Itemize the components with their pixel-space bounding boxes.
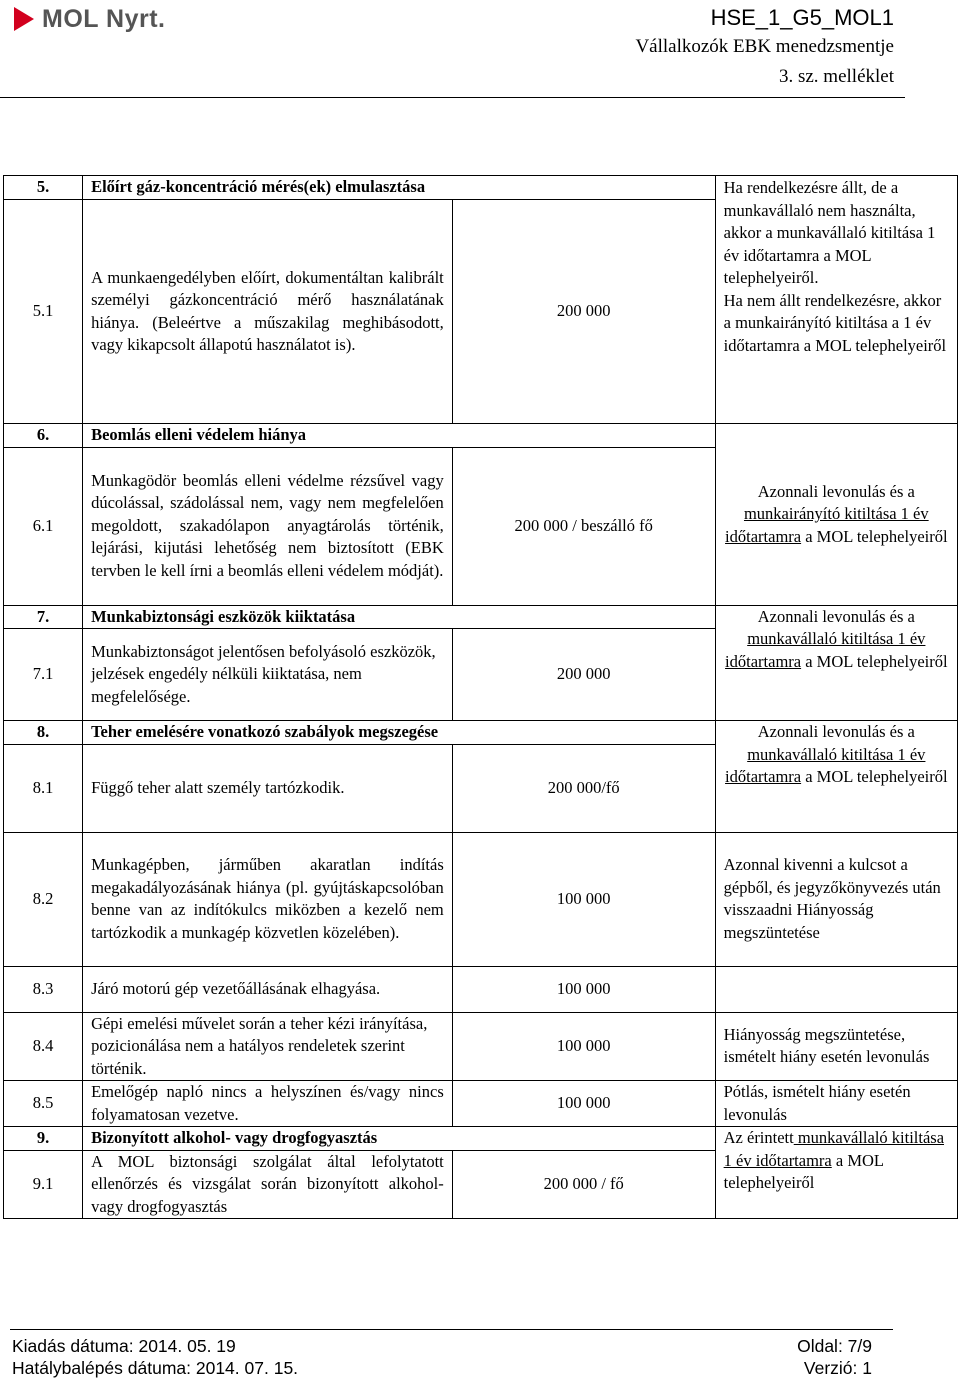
doc-title: Vállalkozók EBK menedzsmentje — [635, 36, 894, 57]
item-number: 5.1 — [4, 200, 83, 424]
section-number: 5. — [4, 176, 83, 200]
logo-text: MOL Nyrt. — [42, 4, 166, 33]
table-row — [4, 1012, 958, 1081]
sanctions-table — [3, 175, 958, 1219]
section-number: 7. — [4, 605, 83, 629]
table-row — [4, 966, 958, 1012]
item-fine: 200 000 — [452, 629, 715, 721]
item-description: Munkagépben, járműben akaratlan indítás megakadályozásának hiánya (pl. gyújtáskapcsolóban benne van az indítókulcs miközben a kezelő nem tartózkodik a munkagép közvetlen közelében). — [83, 832, 453, 966]
section-number: 9. — [4, 1127, 83, 1151]
issue-date: Kiadás dátuma: 2014. 05. 19 — [12, 1336, 236, 1356]
section-title: Teher emelésére vonatkozó szabályok megszegése — [83, 721, 716, 745]
section-title: Bizonyított alkohol- vagy drogfogyasztás — [83, 1127, 716, 1151]
section-title: Beomlás elleni védelem hiánya — [83, 424, 716, 448]
consequence-cell: Pótlás, ismételt hiány esetén levonulás — [715, 1081, 957, 1127]
footer-divider — [10, 1329, 893, 1330]
item-description: Munkagödör beomlás elleni védelme rézsűvel vagy dúcolással, szádolással nem, vagy nem megfelelően megoldott, szakadólapon anyagtárolás történik, lejárási, kijutási lehetőség nem biztosított (EBK tervben le kell írni a beomlás elleni védelem módját). — [83, 447, 453, 605]
footer-line-1 — [12, 1335, 872, 1357]
consequence-text: a MOL telephelyeiről — [801, 651, 948, 671]
item-number: 7.1 — [4, 629, 83, 721]
item-fine: 100 000 — [452, 832, 715, 966]
consequence-cell — [715, 721, 957, 833]
consequence-text: Az érintett — [723, 1128, 794, 1147]
section-header-row — [4, 1127, 958, 1151]
item-number: 8.4 — [4, 1012, 83, 1081]
item-number: 8.2 — [4, 832, 83, 966]
header-info — [635, 4, 894, 92]
consequence-cell — [715, 1127, 957, 1219]
item-fine: 100 000 — [452, 966, 715, 1012]
section-title: Munkabiztonsági eszközök kiiktatása — [83, 605, 716, 629]
item-description: A MOL biztonsági szolgálat által lefolytatott ellenőrzés és vizsgálat során bizonyított alkohol- vagy drogfogyasztás — [83, 1150, 453, 1219]
mol-logo — [14, 4, 166, 34]
consequence-text: Azonnali levonulás és a — [757, 722, 915, 741]
header-divider — [0, 97, 905, 98]
item-number: 8.1 — [4, 744, 83, 832]
consequence-cell — [715, 605, 957, 721]
item-number: 9.1 — [4, 1150, 83, 1219]
section-header-row — [4, 176, 958, 200]
section-number: 8. — [4, 721, 83, 745]
consequence-cell: Hiányosság megszüntetése, ismételt hiány esetén levonulás — [715, 1012, 957, 1081]
item-number: 6.1 — [4, 447, 83, 605]
item-description: Függő teher alatt személy tartózkodik. — [83, 744, 453, 832]
item-number: 8.5 — [4, 1081, 83, 1127]
page-number: Oldal: 7/9 — [797, 1336, 872, 1356]
consequence-text: Ha rendelkezésre állt, de a munkavállaló nem használta, akkor a munkavállaló kitiltása 1 év időtartamra a MOL telephelyeiről. — [723, 178, 936, 287]
consequence-underlined: munkavállaló kitiltása 1 év időtartamra — [725, 629, 926, 671]
footer-line-2 — [12, 1357, 872, 1379]
consequence-cell — [715, 966, 957, 1012]
item-fine: 100 000 — [452, 1081, 715, 1127]
consequence-underlined: munkavállaló kitiltása 1 év időtartamra — [725, 744, 926, 786]
consequence-text: a MOL telephelyeiről — [801, 767, 948, 786]
section-title: Előírt gáz-koncentráció mérés(ek) elmulasztása — [83, 176, 716, 200]
consequence-text: a MOL telephelyeiről — [723, 1150, 884, 1192]
consequence-text: Azonnali levonulás és a — [757, 481, 915, 501]
item-number: 8.3 — [4, 966, 83, 1012]
section-header-row — [4, 605, 958, 629]
item-fine: 200 000 — [452, 200, 715, 424]
item-description: Emelőgép napló nincs a helyszínen és/vagy nincs folyamatosan vezetve. — [83, 1081, 453, 1127]
consequence-cell: Azonnal kivenni a kulcsot a gépből, és jegyzőkönyvezés után visszaadni Hiányosság megszüntetése — [715, 832, 957, 966]
section-number: 6. — [4, 424, 83, 448]
item-fine: 200 000 / fő — [452, 1150, 715, 1219]
consequence-text: Azonnali levonulás és a — [757, 606, 915, 626]
mol-logo-arrow-icon — [14, 7, 34, 31]
effective-date: Hatálybalépés dátuma: 2014. 07. 15. — [12, 1358, 299, 1378]
annex-label: 3. sz. melléklet — [778, 66, 894, 87]
table-row — [4, 1081, 958, 1127]
consequence-cell — [715, 424, 957, 606]
doc-code: HSE_1_G5_MOL1 — [710, 5, 894, 30]
table-row — [4, 832, 958, 966]
section-header-row — [4, 424, 958, 448]
consequence-underlined: munkavállaló kitiltása 1 év időtartamra — [723, 1128, 945, 1170]
consequence-text: a MOL telephelyeiről — [801, 526, 948, 546]
consequence-underlined: munkairányító kitiltása 1 év időtartamra — [725, 504, 929, 546]
section-header-row — [4, 721, 958, 745]
item-description: A munkaengedélyben előírt, dokumentáltan kalibrált személyi gázkoncentráció mérő használatának hiánya. (Beleértve a műszakilag meghibásodott, vagy kikapcsolt állapotú használatot is). — [83, 200, 453, 424]
item-description: Gépi emelési művelet során a teher kézi irányítása, pozicionálása nem a hatályos rendeletek szerint történik. — [83, 1012, 453, 1081]
consequence-cell — [715, 176, 957, 424]
version: Verzió: 1 — [803, 1358, 872, 1378]
item-description: Munkabiztonságot jelentősen befolyásoló eszközök, jelzések engedély nélküli kiiktatása, nem megfelelősége. — [83, 629, 453, 721]
item-fine: 200 000/fő — [452, 744, 715, 832]
item-description: Járó motorú gép vezetőállásának elhagyása. — [83, 966, 453, 1012]
consequence-text: Ha nem állt rendelkezésre, akkor a munkairányító kitiltása a 1 év időtartamra a MOL telephelyeiről — [723, 290, 947, 355]
item-fine: 100 000 — [452, 1012, 715, 1081]
item-fine: 200 000 / beszálló fő — [452, 447, 715, 605]
